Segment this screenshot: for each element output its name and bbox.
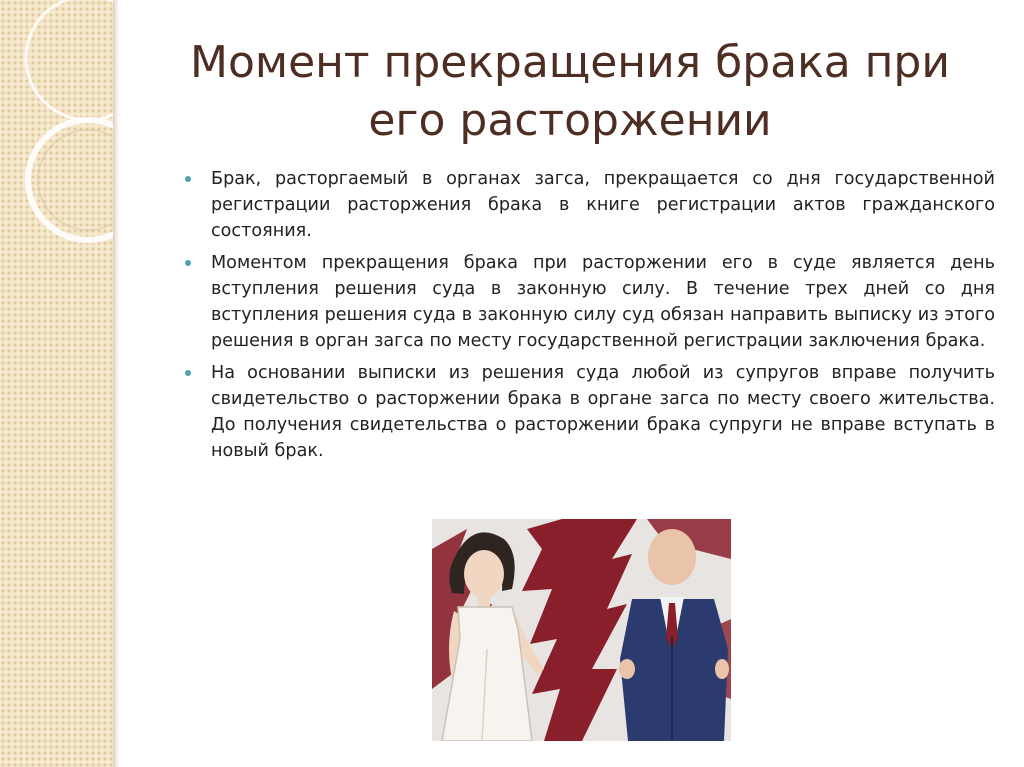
bullet-list	[183, 166, 995, 470]
divorced-couple-image	[432, 519, 731, 741]
slide-title-line-2: его расторжении	[368, 95, 772, 146]
decorative-side-panel	[0, 0, 113, 767]
bullet-text: Брак, расторгаемый в органах загса, прекращается со дня государственной регистрации расторжения брака в книге регистрации актов гражданского состояния.	[211, 169, 995, 241]
slide-title-line-1: Момент прекращения брака при	[190, 37, 950, 88]
bullet-item	[183, 360, 995, 464]
slide-title	[140, 34, 1000, 150]
bullet-marker-icon	[185, 260, 191, 266]
bullet-text: Моментом прекращения брака при расторжении его в суде является день вступления решения суда в законную силу. В течение трех дней со дня вступления решения суда в законную силу суд обязан направить выписку из этого решения в орган загса по месту государственной регистрации заключения брака.	[211, 253, 995, 351]
bullet-marker-icon	[185, 176, 191, 182]
divorced-couple-illustration	[432, 519, 731, 741]
decorative-rings	[0, 0, 113, 767]
bullet-item	[183, 250, 995, 354]
side-panel-shadow	[113, 0, 119, 767]
bullet-text: На основании выписки из решения суда любой из супругов вправе получить свидетельство о расторжении брака в органе загса по месту своего жительства. До получения свидетельства о расторжении брака супруги не вправе вступать в новый брак.	[211, 363, 995, 461]
bullet-marker-icon	[185, 370, 191, 376]
bullet-item	[183, 166, 995, 244]
